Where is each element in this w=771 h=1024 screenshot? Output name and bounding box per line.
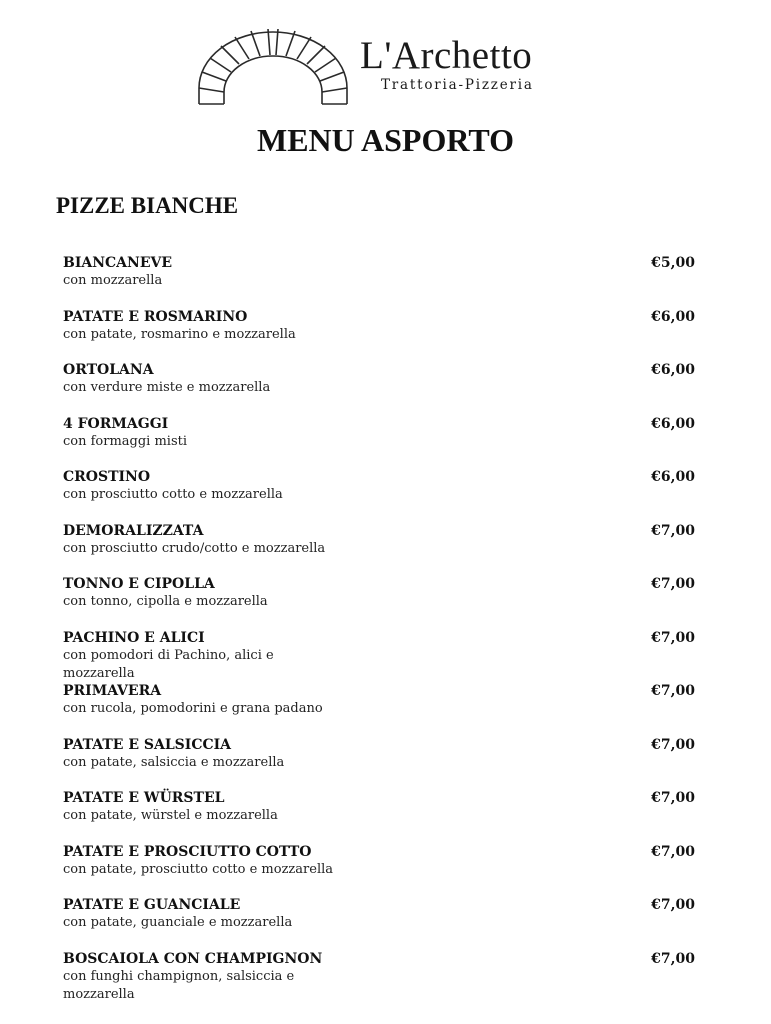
menu-item [63,896,695,950]
page-title: MENU ASPORTO [257,122,514,158]
item-price: €6,00 [651,308,695,325]
item-description: con pomodori di Pachino, alici e mozzarella [63,647,274,681]
brick-arch-logo-icon [196,26,350,106]
item-name: PRIMAVERA [63,683,162,699]
menu-item [63,468,695,522]
menu-item [63,254,695,308]
item-price: €7,00 [651,790,695,806]
item-description: con funghi champignon, salsiccia e mozzarella [63,968,295,1002]
menu-item [63,843,695,897]
item-description: con prosciutto crudo/cotto e mozzarella [63,540,326,556]
item-name: CROSTINO [63,469,151,485]
item-price: €6,00 [651,362,695,378]
section-title: PIZZE BIANCHE [56,193,239,218]
item-description: con patate, prosciutto cotto e mozzarella [63,861,334,877]
item-description: con patate, würstel e mozzarella [63,808,278,823]
menu-item [63,308,695,362]
item-price: €7,00 [651,576,695,592]
item-price: €7,00 [651,522,695,539]
item-name: PATATE E PROSCIUTTO COTTO [63,843,312,860]
item-description: con patate, rosmarino e mozzarella [63,326,296,342]
item-name: TONNO E CIPOLLA [63,576,215,592]
menu-item [63,522,695,576]
menu-item [63,415,695,469]
item-name: 4 FORMAGGI [63,415,169,432]
item-price: €5,00 [651,255,695,271]
item-price: €6,00 [651,469,695,485]
item-name: PATATE E ROSMARINO [63,308,248,325]
item-price: €7,00 [651,629,695,646]
item-description: con patate, salsiccia e mozzarella [63,754,285,770]
item-name: DEMORALIZZATA [63,522,204,539]
item-description: con verdure miste e mozzarella [63,380,271,395]
item-name: PATATE E SALSICCIA [63,736,232,753]
item-description: con mozzarella [63,273,163,288]
item-name: PACHINO E ALICI [63,629,205,646]
menu-item [63,629,695,683]
menu-item [63,736,695,790]
menu-item [63,361,695,415]
item-name: PATATE E WÜRSTEL [63,790,225,806]
item-price: €6,00 [651,415,695,432]
item-price: €7,00 [651,683,695,699]
header [0,0,771,120]
item-description: con rucola, pomodorini e grana padano [63,701,323,716]
item-name: BOSCAIOLA CON CHAMPIGNON [63,950,323,967]
item-name: BIANCANEVE [63,255,173,271]
item-price: €7,00 [651,897,695,913]
item-name: PATATE E GUANCIALE [63,897,241,913]
item-description: con prosciutto cotto e mozzarella [63,487,283,502]
menu-item [63,682,695,736]
item-price: €7,00 [651,843,695,860]
menu-item [63,789,695,843]
menu-item [63,575,695,629]
item-price: €7,00 [651,736,695,753]
brand-subtitle: Trattoria-Pizzeria [381,77,534,93]
item-description: con formaggi misti [63,433,188,449]
menu-list [63,254,695,1003]
brand-name: L'Archetto [360,34,533,77]
item-description: con patate, guanciale e mozzarella [63,915,293,930]
item-name: ORTOLANA [63,362,154,378]
item-description: con tonno, cipolla e mozzarella [63,594,268,609]
menu-item [63,950,695,1004]
item-price: €7,00 [651,950,695,967]
